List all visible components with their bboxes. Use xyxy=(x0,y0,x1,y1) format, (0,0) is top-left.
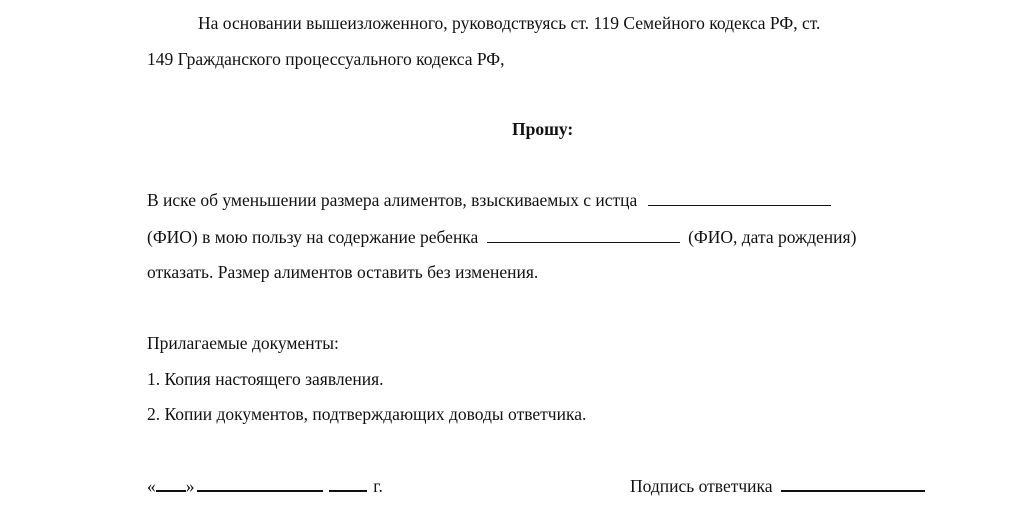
attachment-item-1-text: 1. Копия настоящего заявления. xyxy=(147,369,384,389)
quote-close: » xyxy=(185,476,195,496)
request-text-2b: (ФИО, дата рождения) xyxy=(688,227,857,247)
request-heading-text: Прошу: xyxy=(512,119,574,139)
quote-open: « xyxy=(147,476,156,496)
request-text-3: отказать. Размер алиментов оставить без изменения. xyxy=(147,262,539,282)
attachment-item-2 xyxy=(147,403,586,425)
intro-text-2: 149 Гражданского процессуального кодекса РФ, xyxy=(147,49,505,69)
intro-line-1 xyxy=(198,12,820,34)
request-heading xyxy=(512,118,573,140)
year-blank[interactable] xyxy=(329,476,367,492)
attachments-title-text: Прилагаемые документы: xyxy=(147,333,339,353)
request-line-3 xyxy=(147,261,538,283)
day-blank[interactable] xyxy=(156,476,186,492)
attachment-item-2-text: 2. Копии документов, подтверждающих доводы ответчика. xyxy=(147,404,587,424)
month-blank[interactable] xyxy=(197,476,323,492)
request-line-1 xyxy=(147,189,831,211)
request-line-2 xyxy=(147,226,856,248)
child-name-blank[interactable] xyxy=(487,228,680,243)
request-text-1: В иске об уменьшении размера алиментов, взыскиваемых с истца xyxy=(147,190,638,210)
intro-text-1: На основании вышеизложенного, руководствуясь ст. 119 Семейного кодекса РФ, ст. xyxy=(198,13,821,33)
date-line xyxy=(147,475,383,497)
signature-label: Подпись ответчика xyxy=(630,476,773,496)
attachments-title xyxy=(147,332,339,354)
request-text-2a: (ФИО) в мою пользу на содержание ребенка xyxy=(147,227,479,247)
attachment-item-1 xyxy=(147,368,384,390)
year-suffix: г. xyxy=(373,476,383,496)
intro-line-2 xyxy=(147,48,505,70)
signature-line xyxy=(630,475,925,497)
signature-blank[interactable] xyxy=(781,476,925,492)
plaintiff-name-blank[interactable] xyxy=(648,191,831,206)
